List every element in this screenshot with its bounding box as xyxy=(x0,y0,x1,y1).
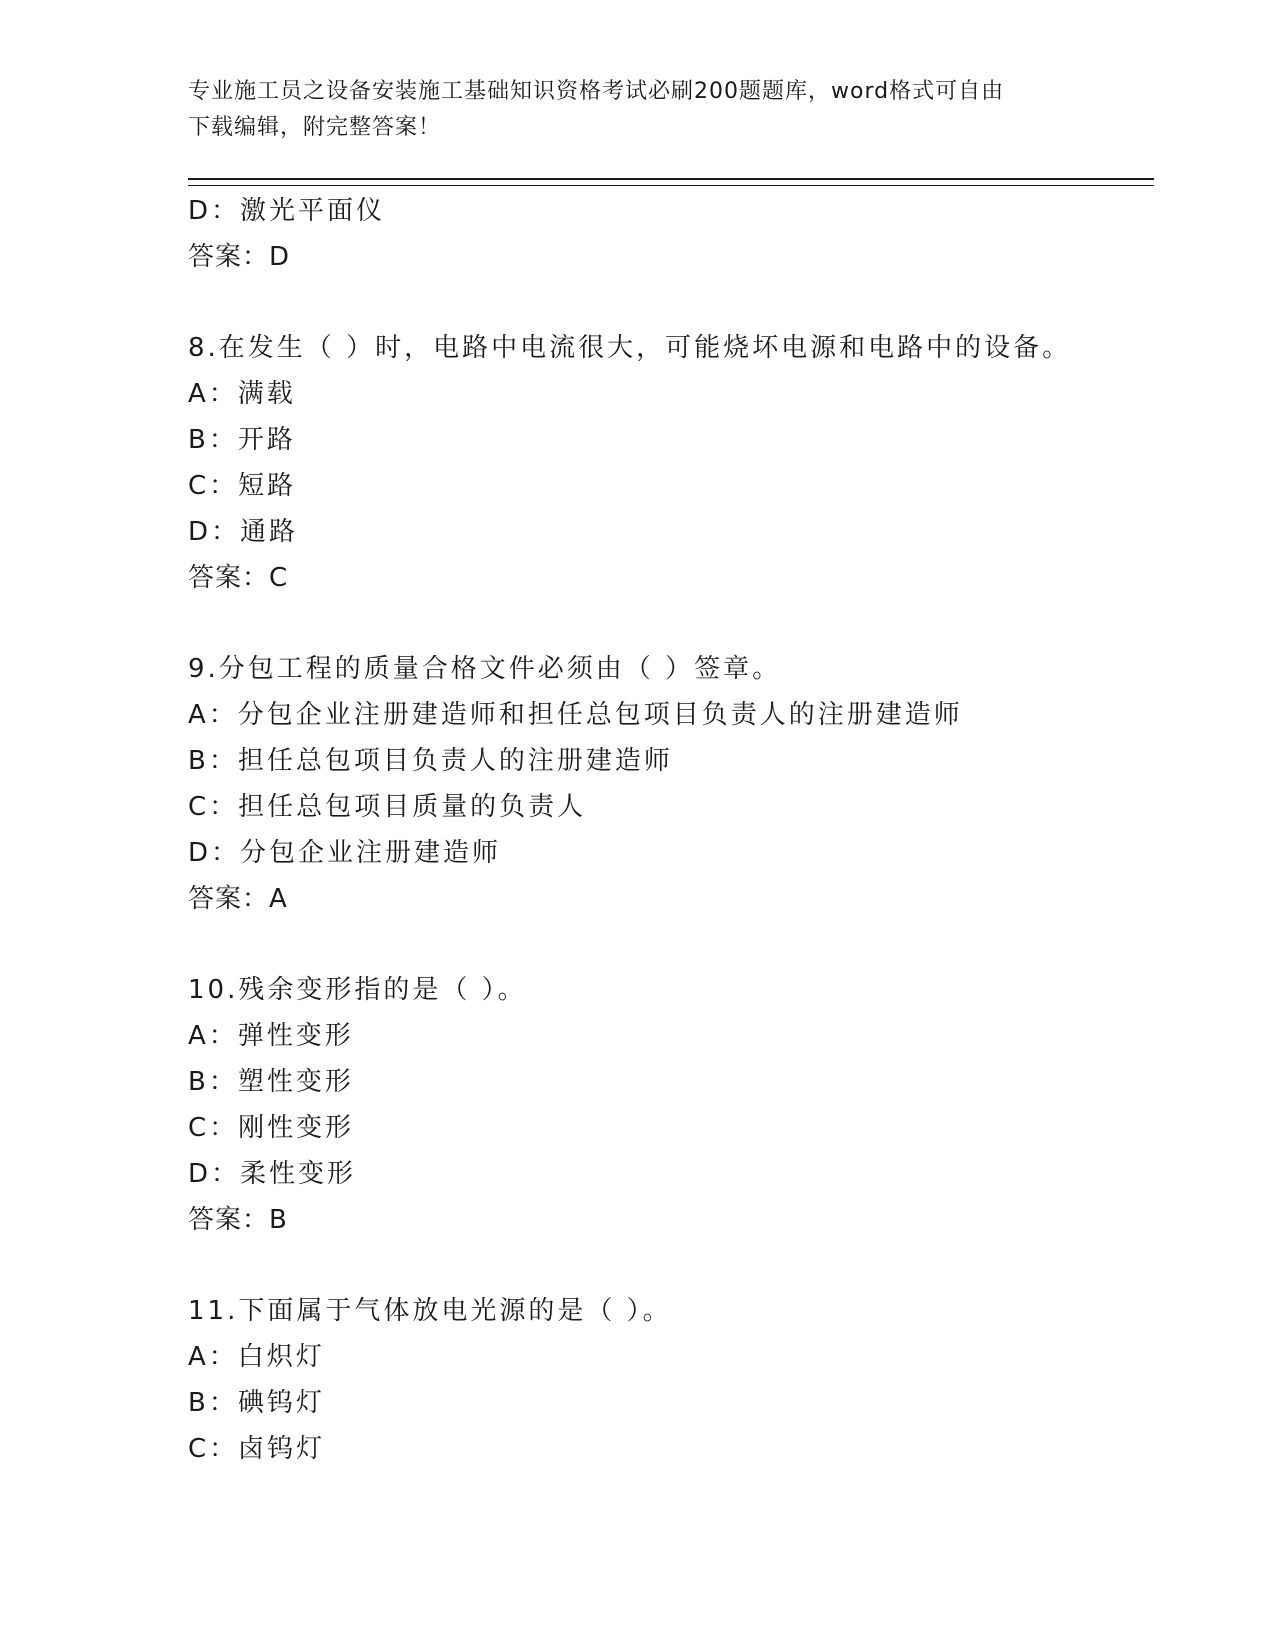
option-b: B：塑性变形 xyxy=(188,1067,354,1097)
option-a: A：白炽灯 xyxy=(188,1342,325,1372)
prev-answer: 答案：D xyxy=(188,242,291,272)
question-list xyxy=(188,188,1154,1472)
option-c: C：短路 xyxy=(188,471,297,501)
question-11 xyxy=(188,1288,1154,1472)
question-10 xyxy=(188,967,1154,1243)
option-c: C：卤钨灯 xyxy=(188,1434,326,1464)
option-c: C：刚性变形 xyxy=(188,1113,355,1143)
answer: 答案：C xyxy=(188,563,289,593)
answer: 答案：B xyxy=(188,1205,288,1235)
header-line-2: 下载编辑，附完整答案！ xyxy=(188,115,442,140)
option-a: A：满载 xyxy=(188,379,296,409)
option-b: B：碘钨灯 xyxy=(188,1388,325,1418)
option-d: D：分包企业注册建造师 xyxy=(188,838,502,868)
header-divider xyxy=(188,178,1154,186)
prev-option-d: D：激光平面仪 xyxy=(188,196,386,226)
question-8 xyxy=(188,325,1154,601)
option-d: D：柔性变形 xyxy=(188,1159,357,1189)
option-b: B：开路 xyxy=(188,425,296,455)
option-c: C：担任总包项目质量的负责人 xyxy=(188,792,587,822)
question-stem: 9.分包工程的质量合格文件必须由（ ）签章。 xyxy=(188,654,782,684)
option-d: D：通路 xyxy=(188,517,299,547)
option-a: A：弹性变形 xyxy=(188,1021,354,1051)
question-stem: 8.在发生（ ）时，电路中电流很大，可能烧坏电源和电路中的设备。 xyxy=(188,333,1072,363)
option-a: A：分包企业注册建造师和担任总包项目负责人的注册建造师 xyxy=(188,700,963,730)
option-b: B：担任总包项目负责人的注册建造师 xyxy=(188,746,673,776)
question-stem: 11.下面属于气体放电光源的是（ ）。 xyxy=(188,1296,672,1326)
document-header xyxy=(188,74,1088,146)
question-9 xyxy=(188,646,1154,922)
question-stem: 10.残余变形指的是（ ）。 xyxy=(188,975,527,1005)
answer: 答案：A xyxy=(188,884,288,914)
header-line-1: 专业施工员之设备安装施工基础知识资格考试必刷200题题库，word格式可自由 xyxy=(188,79,1005,104)
